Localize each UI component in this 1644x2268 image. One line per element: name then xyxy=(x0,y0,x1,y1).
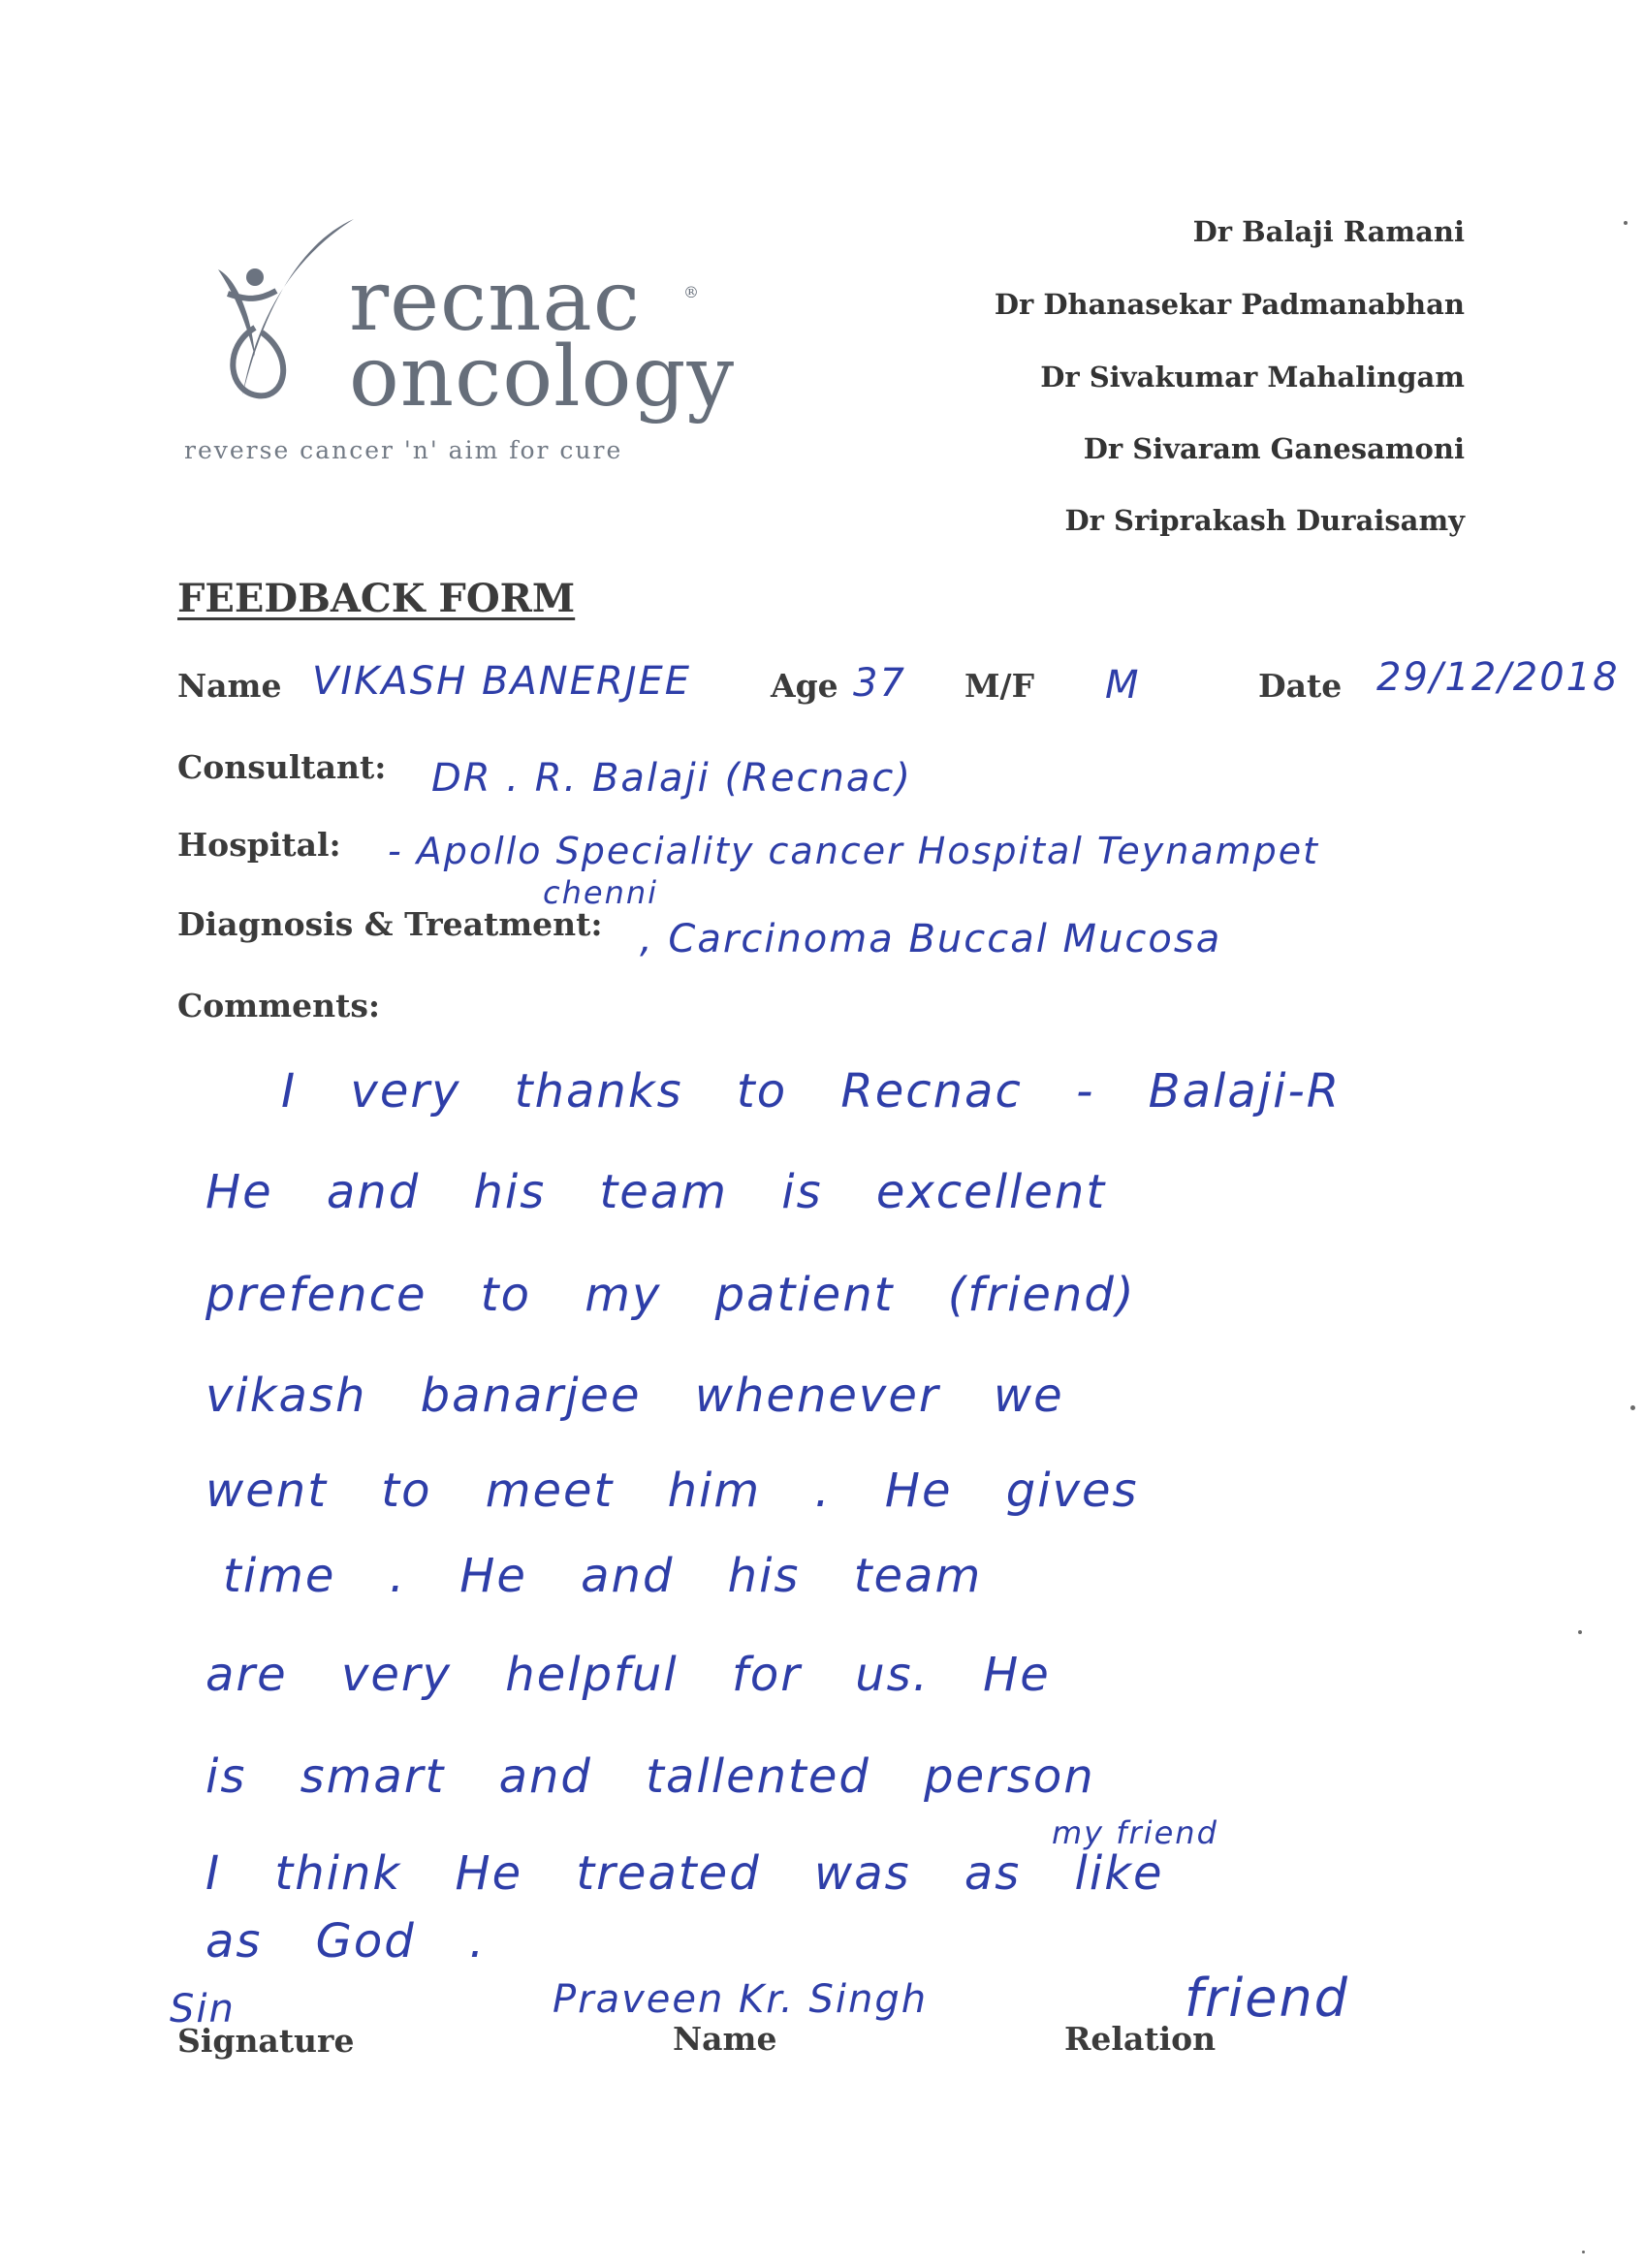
sex-value: M xyxy=(1105,663,1141,708)
doctor-name: Dr Sivaram Ganesamoni xyxy=(1083,432,1465,465)
comment-line: I think He treated was as like xyxy=(206,1846,1164,1901)
comment-line: time . He and his team xyxy=(223,1549,983,1603)
form-title: FEEDBACK FORM xyxy=(177,576,576,621)
comment-line: went to meet him . He gives xyxy=(206,1464,1139,1518)
signer-name-value: Praveen Kr. Singh xyxy=(553,1977,929,2022)
registered-mark: ® xyxy=(683,283,699,301)
scan-speck xyxy=(1630,1405,1635,1410)
comment-line: vikash banarjee whenever we xyxy=(206,1369,1064,1423)
brand-tagline: reverse cancer 'n' aim for cure xyxy=(184,436,623,464)
scan-speck xyxy=(1624,221,1628,225)
comment-line: I very thanks to Recnac - Balaji-R xyxy=(281,1064,1342,1118)
relation-label: Relation xyxy=(1064,2020,1217,2058)
brand-name: recnac xyxy=(349,253,641,350)
consultant-label: Consultant: xyxy=(177,748,387,786)
age-label: Age xyxy=(771,667,838,705)
age-value: 37 xyxy=(853,661,906,706)
signature-label: Signature xyxy=(177,2022,355,2060)
doctor-name: Dr Balaji Ramani xyxy=(1192,215,1465,248)
brand-subname: oncology xyxy=(349,329,736,425)
doctor-name: Dr Sivakumar Mahalingam xyxy=(1040,361,1465,394)
signer-name-label: Name xyxy=(673,2020,777,2058)
signature-scribble: Sin xyxy=(170,1987,236,2032)
comment-line: is smart and tallented person xyxy=(206,1749,1095,1804)
doctor-name: Dr Sriprakash Duraisamy xyxy=(1064,504,1465,537)
comment-line: as God . xyxy=(206,1914,487,1969)
hospital-value: - Apollo Speciality cancer Hospital Teynampet xyxy=(388,830,1320,872)
date-value: 29/12/2018 xyxy=(1376,655,1620,700)
diagnosis-value: , Carcinoma Buccal Mucosa xyxy=(640,917,1222,961)
comment-insert: my friend xyxy=(1052,1814,1218,1851)
consultant-value: DR . R. Balaji (Recnac) xyxy=(431,756,912,801)
comments-label: Comments: xyxy=(177,987,381,1024)
date-label: Date xyxy=(1258,667,1343,705)
hospital-city-value: chenni xyxy=(543,874,659,911)
name-label: Name xyxy=(177,667,282,705)
doctor-name: Dr Dhanasekar Padmanabhan xyxy=(994,288,1465,321)
scan-speck xyxy=(1578,1630,1582,1634)
scan-speck xyxy=(1582,2251,1585,2253)
patient-name-value: VIKASH BANERJEE xyxy=(312,659,692,704)
comment-line: are very helpful for us. He xyxy=(206,1648,1051,1702)
comment-line: prefence to my patient (friend) xyxy=(206,1268,1136,1322)
comment-line: He and his team is excellent xyxy=(206,1165,1107,1219)
diagnosis-label: Diagnosis & Treatment: xyxy=(177,905,603,943)
relation-value: friend xyxy=(1185,1968,1349,2029)
hospital-label: Hospital: xyxy=(177,826,341,864)
sex-label: M/F xyxy=(964,667,1035,705)
